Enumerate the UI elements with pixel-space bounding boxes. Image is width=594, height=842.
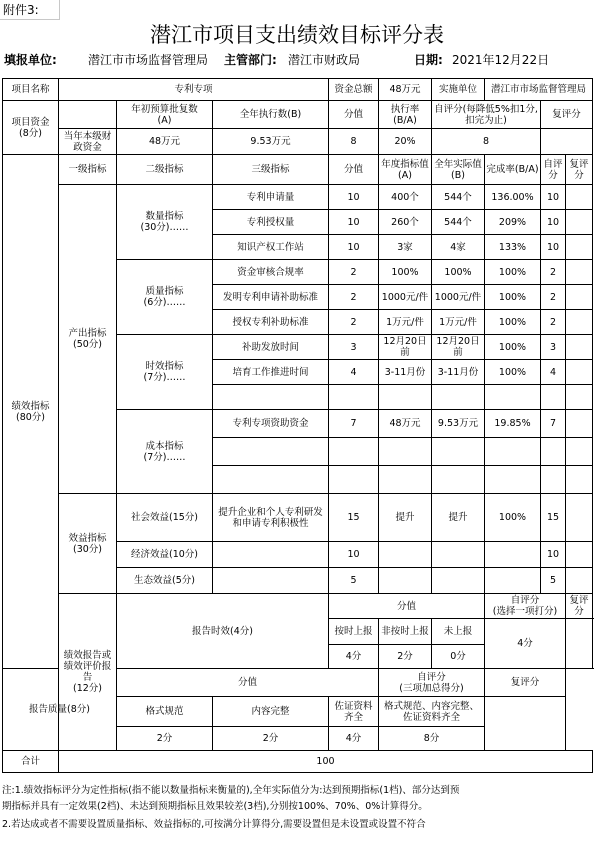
funds-score-header: 分值	[329, 101, 379, 129]
note-line-1: 注:1.绩效指标评分为定性指标(指不能以数量指标来衡量的),全年实际值分为:达到预期指标(1档)、部分达到预	[2, 785, 460, 796]
indicator-rate: 133%	[485, 235, 541, 260]
indicator-self	[541, 385, 566, 410]
benefit-target: 提升	[379, 494, 432, 542]
self-header-text: 自评分	[510, 595, 540, 606]
timeliness-opt1: 按时上报	[329, 619, 379, 645]
indicator-score	[329, 438, 379, 466]
funds-rate-header	[379, 101, 432, 129]
benefit-target	[379, 568, 432, 594]
indicator-name: 资金审核合规率	[213, 260, 329, 285]
timeliness-s3: 0分	[432, 645, 485, 669]
target-header: 年度指标值(A)	[379, 155, 432, 185]
indicator-target: 400个	[379, 185, 432, 210]
unit-value: 潜江市市场监督管理局	[88, 53, 209, 67]
indicator-actual: 100%	[432, 260, 485, 285]
benefit-self: 15	[541, 494, 566, 542]
indicator-name: 专利专项资助资金	[213, 410, 329, 438]
benefit-rate	[485, 542, 541, 568]
page-title: 潜江市项目支出绩效目标评分表	[150, 23, 444, 47]
indicator-actual: 1万元/件	[432, 310, 485, 335]
performance-score: (80分)	[15, 411, 45, 423]
indicator-self	[541, 466, 566, 494]
indicator-score: 7	[329, 410, 379, 438]
report-timeliness-label: 报告时效(4分)	[117, 594, 329, 669]
impl-unit-label: 实施单位	[432, 79, 485, 101]
benefit-actual	[432, 542, 485, 568]
quality-group-cell	[117, 260, 213, 335]
level3-header: 三级指标	[213, 155, 329, 185]
indicator-target: 100%	[379, 260, 432, 285]
note-line-3: 2.若达成或者不需要设置质量指标、效益指标的,可按满分计算得分,需要设置但是未设置或设置不符合	[2, 819, 426, 830]
indicator-self	[541, 438, 566, 466]
indicator-name: 补助发放时间	[213, 335, 329, 360]
group-label: 时效指标	[145, 361, 184, 372]
indicator-name: 专利申请量	[213, 185, 329, 210]
indicator-rate	[485, 466, 541, 494]
indicator-score	[329, 466, 379, 494]
performance-section-cell	[3, 155, 59, 669]
benefit-rate	[485, 568, 541, 594]
indicator-name	[213, 438, 329, 466]
indicator-self: 7	[541, 410, 566, 438]
timeliness-score-header: 分值	[329, 594, 485, 619]
funds-executed-header: 全年执行数(B)	[213, 101, 329, 129]
indicator-rate: 19.85%	[485, 410, 541, 438]
indicator-self: 3	[541, 335, 566, 360]
indicator-rate	[485, 385, 541, 410]
indicator-actual: 1000元/件	[432, 285, 485, 310]
group-score: (6分)……	[143, 297, 186, 308]
benefit-indicator	[213, 568, 329, 594]
group-score: (7分)……	[143, 451, 186, 463]
budget-header-text: 年初预算批复数	[131, 103, 198, 115]
indicator-actual: 4家	[432, 235, 485, 260]
indicator-self: 10	[541, 185, 566, 210]
indicator-self: 2	[541, 285, 566, 310]
funds-rate-value: 20%	[379, 129, 432, 155]
indicator-name: 发明专利申请补助标准	[213, 285, 329, 310]
report-label: 绩效报告或绩效评价报告	[63, 650, 112, 683]
benefit-name: 经济效益(10分)	[117, 542, 213, 568]
funds-executed-value: 9.53万元	[213, 129, 329, 155]
cost-group-cell	[117, 410, 213, 494]
indicator-final	[566, 438, 593, 466]
benefit-self: 10	[541, 542, 566, 568]
group-score: (7分)……	[143, 372, 186, 383]
quantity-group-cell	[117, 185, 213, 260]
indicator-final	[566, 235, 593, 260]
funds-section-score: (8分)	[19, 127, 42, 139]
indicator-rate: 100%	[485, 260, 541, 285]
self-header-sub: (选择一项打分)	[492, 606, 558, 617]
self-header-text: 自评分	[417, 671, 446, 683]
indicator-actual: 3-11月份	[432, 360, 485, 385]
benefit-final	[566, 542, 593, 568]
benefit-indicator: 提升企业和个人专利研发和申请专利积极性	[213, 494, 329, 542]
dept-value: 潜江市财政局	[288, 53, 361, 67]
quality-final-value	[485, 697, 566, 751]
completion-header: 完成率(B/A)	[485, 155, 541, 185]
benefit-score-value: 10	[329, 542, 379, 568]
date-value: 2021年12月22日	[452, 53, 550, 67]
report-quality-label: 报告质量(8分)	[3, 669, 117, 751]
indicator-final	[566, 285, 593, 310]
benefit-final	[566, 568, 593, 594]
rate-header-sub: (B/A)	[393, 114, 417, 126]
indicator-actual	[432, 438, 485, 466]
indicator-target: 3-11月份	[379, 360, 432, 385]
total-label: 合计	[3, 751, 59, 773]
benefit-score: (30分)	[72, 543, 102, 555]
funds-score-value: 8	[329, 129, 379, 155]
indicator-target: 1000元/件	[379, 285, 432, 310]
quality-opt2: 内容完整	[213, 697, 329, 727]
indicator-actual	[432, 466, 485, 494]
unit-label: 填报单位:	[4, 53, 57, 67]
indicator-actual	[432, 385, 485, 410]
quality-score-header: 分值	[117, 669, 379, 697]
quality-self-line: 格式规范、内容完整、佐证资料齐全	[379, 697, 485, 727]
output-score: (50分)	[72, 339, 102, 350]
indicator-actual: 544个	[432, 185, 485, 210]
indicator-target: 3家	[379, 235, 432, 260]
output-indicator-cell	[59, 185, 117, 494]
indicator-final	[566, 335, 593, 360]
quality-opt1: 格式规范	[117, 697, 213, 727]
indicator-name: 培育工作推进时间	[213, 360, 329, 385]
indicator-final	[566, 360, 593, 385]
quality-self-value: 8分	[379, 727, 485, 751]
indicator-name	[213, 466, 329, 494]
timeliness-self-header	[485, 594, 566, 619]
project-name-label: 项目名称	[3, 79, 59, 101]
indicator-final	[566, 185, 593, 210]
final-header: 复评分	[566, 155, 593, 185]
total-value: 100	[59, 751, 593, 773]
funds-section-label: 项目资金	[11, 116, 50, 128]
timeliness-final-value	[566, 619, 593, 669]
timeliness-opt3: 未上报	[432, 619, 485, 645]
indicator-name: 知识产权工作站	[213, 235, 329, 260]
indicator-target	[379, 466, 432, 494]
benefit-self: 5	[541, 568, 566, 594]
funds-total-label: 资金总额	[329, 79, 379, 101]
quality-final-header: 复评分	[485, 669, 566, 697]
funds-self-value: 8	[432, 129, 541, 155]
funds-row-label: 当年本级财政资金	[59, 129, 117, 155]
note-line-2: 期指标并具有一定效果(2档)、未达到预期指标且效果较差(3档),分别按100%、70%、0%计算得分。	[2, 801, 428, 812]
quality-self-header	[379, 669, 485, 697]
funds-total-value: 48万元	[379, 79, 432, 101]
level2-header: 二级指标	[117, 155, 213, 185]
actual-header: 全年实际值(B)	[432, 155, 485, 185]
quality-opt3: 佐证资料齐全	[329, 697, 379, 727]
score-table	[2, 78, 593, 773]
indicator-name: 专利授权量	[213, 210, 329, 235]
indicator-actual: 12月20日前	[432, 335, 485, 360]
benefit-indicator	[213, 542, 329, 568]
group-label: 质量指标	[145, 286, 184, 297]
level1-header: 一级指标	[59, 155, 117, 185]
indicator-rate: 209%	[485, 210, 541, 235]
timeliness-s2: 2分	[379, 645, 432, 669]
timeliness-self-value: 4分	[485, 619, 566, 669]
meta-bar	[0, 50, 594, 70]
indicator-rate: 136.00%	[485, 185, 541, 210]
indicator-score: 2	[329, 310, 379, 335]
indicator-name	[213, 385, 329, 410]
benefit-score-value: 15	[329, 494, 379, 542]
benefit-indicator-cell	[59, 494, 117, 594]
indicator-rate	[485, 438, 541, 466]
self-header-sub: (三项加总得分)	[399, 682, 464, 694]
dept-label: 主管部门:	[224, 53, 277, 67]
score-header: 分值	[329, 155, 379, 185]
indicator-final	[566, 210, 593, 235]
attachment-label: 附件3:	[0, 0, 60, 20]
funds-final-header: 复评分	[541, 101, 593, 129]
indicator-name: 授权专利补助标准	[213, 310, 329, 335]
indicator-final	[566, 410, 593, 438]
indicator-rate: 100%	[485, 360, 541, 385]
timeliness-s1: 4分	[329, 645, 379, 669]
indicator-score: 3	[329, 335, 379, 360]
budget-header-sub: (A)	[157, 114, 172, 126]
indicator-self: 10	[541, 210, 566, 235]
indicator-score: 2	[329, 260, 379, 285]
benefit-final	[566, 494, 593, 542]
indicator-final	[566, 466, 593, 494]
quality-s3: 4分	[329, 727, 379, 751]
indicator-rate: 100%	[485, 285, 541, 310]
benefit-label: 效益指标	[68, 532, 107, 544]
rate-header-text: 执行率	[390, 103, 420, 115]
indicator-final	[566, 260, 593, 285]
performance-label: 绩效指标	[11, 400, 50, 412]
indicator-self: 2	[541, 260, 566, 285]
report-score: (12分)	[72, 683, 102, 694]
group-label: 成本指标	[145, 440, 184, 452]
indicator-score: 10	[329, 185, 379, 210]
indicator-self: 4	[541, 360, 566, 385]
timeliness-final-header: 复评分	[566, 594, 593, 619]
benefit-name: 社会效益(15分)	[117, 494, 213, 542]
funds-budget-header	[117, 101, 213, 129]
funds-self-header: 自评分(每降低5%扣1分,扣完为止)	[432, 101, 541, 129]
indicator-actual: 9.53万元	[432, 410, 485, 438]
indicator-final	[566, 310, 593, 335]
quality-s2: 2分	[213, 727, 329, 751]
indicator-self: 2	[541, 310, 566, 335]
output-label: 产出指标	[68, 328, 107, 339]
benefit-target	[379, 542, 432, 568]
indicator-actual: 544个	[432, 210, 485, 235]
indicator-self: 10	[541, 235, 566, 260]
funds-final-value	[541, 129, 593, 155]
timeliness-opt2: 非按时上报	[379, 619, 432, 645]
indicator-score: 10	[329, 210, 379, 235]
project-name-value: 专利专项	[59, 79, 329, 101]
group-label: 数量指标	[145, 211, 184, 222]
indicator-score: 2	[329, 285, 379, 310]
indicator-target: 1万元/件	[379, 310, 432, 335]
benefit-actual: 提升	[432, 494, 485, 542]
indicator-final	[566, 385, 593, 410]
funds-budget-value: 48万元	[117, 129, 213, 155]
benefit-rate: 100%	[485, 494, 541, 542]
funds-empty-cell	[59, 101, 117, 129]
benefit-name: 生态效益(5分)	[117, 568, 213, 594]
indicator-rate: 100%	[485, 335, 541, 360]
indicator-score: 4	[329, 360, 379, 385]
self-header: 自评分	[541, 155, 566, 185]
impl-unit-value: 潜江市市场监督管理局	[485, 79, 593, 101]
indicator-score: 10	[329, 235, 379, 260]
quality-s1: 2分	[117, 727, 213, 751]
indicator-target: 260个	[379, 210, 432, 235]
timeliness-group-cell	[117, 335, 213, 410]
funds-section-cell	[3, 101, 59, 155]
benefit-actual	[432, 568, 485, 594]
date-label: 日期:	[414, 53, 443, 67]
benefit-score-value: 5	[329, 568, 379, 594]
indicator-target	[379, 385, 432, 410]
indicator-rate: 100%	[485, 310, 541, 335]
indicator-score	[329, 385, 379, 410]
indicator-target: 48万元	[379, 410, 432, 438]
indicator-target	[379, 438, 432, 466]
group-score: (30分)……	[140, 222, 189, 233]
indicator-target: 12月20日前	[379, 335, 432, 360]
